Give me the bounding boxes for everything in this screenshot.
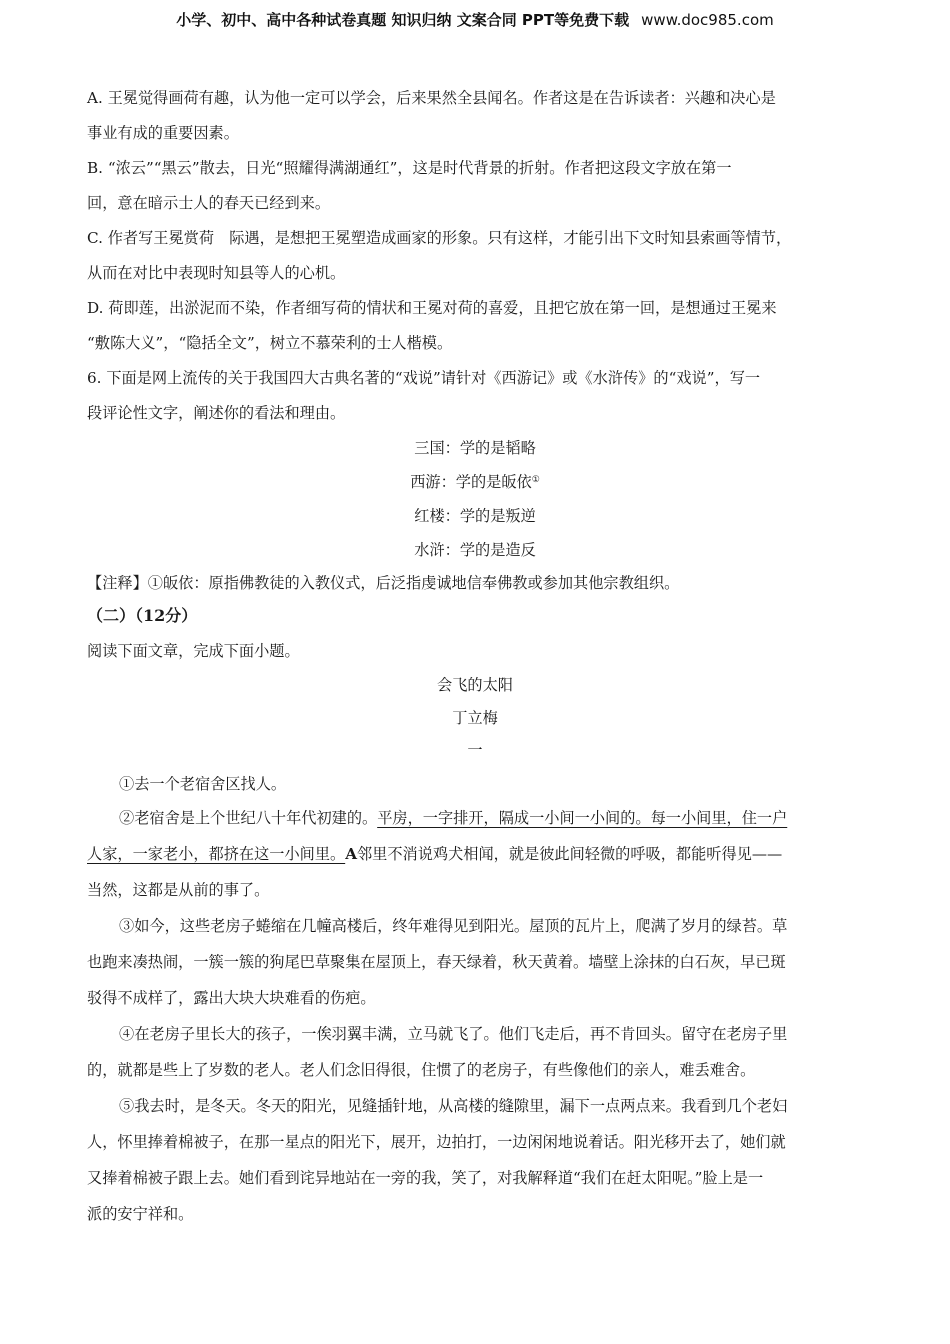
paragraph-1: ①去一个老宿舍区找人。 — [119, 775, 287, 793]
article-author: 丁立梅 — [452, 709, 498, 727]
question-6-line1: 6. 下面是网上流传的关于我国四大古典名著的“戏说”请针对《西游记》或《水浒传》的“戏说”，写一 — [87, 369, 761, 387]
option-b-line1: B. “浓云”“黑云”散去，日光“照耀得满湖通红”，这是时代背景的折射。作者把这段文字放在第一 — [87, 159, 732, 177]
option-d-line2: “敷陈大义”，“隐括全文”，树立不慕荣利的士人楷模。 — [87, 334, 453, 352]
verse-xiyou — [87, 472, 863, 492]
paragraph-3-line2: 也跑来凑热闹，一簇一簇的狗尾巴草聚集在屋顶上，春天绿着，秋天黄着。墙壁上涂抹的白石灰，早已斑 — [87, 953, 786, 971]
question-6-line2: 段评论性文字，阐述你的看法和理由。 — [87, 404, 346, 422]
annotation: 【注释】①皈依：原指佛教徒的入教仪式，后泛指虔诚地信奉佛教或参加其他宗教组织。 — [87, 574, 680, 592]
paragraph-2-line3: 当然，这都是从前的事了。 — [87, 881, 270, 899]
header-title: 小学、初中、高中各种试卷真题 知识归纳 文案合同 PPT等免费下载 — [176, 11, 630, 29]
paragraph-2-line2 — [87, 844, 782, 864]
header-site-url[interactable]: www.doc985.com — [641, 11, 774, 29]
paragraph-2-continuation: 邻里不消说鸡犬相闻，就是彼此间轻微的呼吸，都能听得见—— — [356, 845, 783, 863]
marker-a: A — [345, 845, 357, 863]
article-part-marker: 一 — [467, 741, 483, 759]
option-c-line2: 从而在对比中表现时知县等人的心机。 — [87, 264, 346, 282]
paragraph-3-line1: ③如今，这些老房子蜷缩在几幢高楼后，终年难得见到阳光。屋顶的瓦片上，爬满了岁月的绿苔。草 — [119, 917, 788, 935]
underlined-sentence-part1: 平房，一字排开，隔成一小间一小间的。每一小间里，住一户 — [377, 809, 788, 827]
section-heading: （二）（12分） — [87, 606, 198, 625]
verse-xiyou-text: 西游：学的是皈依 — [410, 473, 532, 491]
verse-sanguo: 三国：学的是韬略 — [414, 439, 536, 457]
underlined-sentence-part2: 人家，一家老小，都挤在这一小间里。 — [87, 845, 346, 863]
article-title: 会飞的太阳 — [437, 676, 513, 694]
option-c-line1: C. 作者写王冕赏荷 际遇，是想把王冕塑造成画家的形象。只有这样，才能引出下文时知县索画等情节， — [87, 229, 792, 247]
option-a-line1: A. 王冕觉得画荷有趣，认为他一定可以学会，后来果然全县闻名。作者这是在告诉读者：兴趣和决心是 — [87, 89, 776, 107]
paragraph-4-line2: 的，就都是些上了岁数的老人。老人们念旧得很，住惯了的老房子，有些像他们的亲人，难丢难舍。 — [87, 1061, 756, 1079]
paragraph-5-line1: ⑤我去时，是冬天。冬天的阳光，见缝插针地，从高楼的缝隙里，漏下一点两点来。我看到几个老妇 — [119, 1097, 788, 1115]
paragraph-5-line3: 又捧着棉被子跟上去。她们看到诧异地站在一旁的我，笑了，对我解释道“我们在赶太阳呢。”脸上是一 — [87, 1169, 764, 1187]
option-b-line2: 回，意在暗示士人的春天已经到来。 — [87, 194, 330, 212]
paragraph-3-line3: 驳得不成样了，露出大块大块难看的伤疤。 — [87, 989, 376, 1007]
paragraph-4-line1: ④在老房子里长大的孩子，一俟羽翼丰满，立马就飞了。他们飞走后，再不肯回头。留守在老房子里 — [119, 1025, 788, 1043]
verse-shuihu: 水浒：学的是造反 — [414, 541, 536, 559]
option-a-line2: 事业有成的重要因素。 — [87, 124, 239, 142]
paragraph-5-line2: 人，怀里捧着棉被子，在那一星点的阳光下，展开，边拍打，一边闲闲地说着话。阳光移开去了，她们就 — [87, 1133, 786, 1151]
option-d-line1: D. 荷即莲，出淤泥而不染，作者细写荷的情状和王冕对荷的喜爱，且把它放在第一回，是想通过王冕来 — [87, 299, 777, 317]
section-instruction: 阅读下面文章，完成下面小题。 — [87, 642, 300, 660]
paragraph-5-line4: 派的安宁祥和。 — [87, 1205, 194, 1223]
paragraph-2-line1 — [119, 808, 787, 828]
site-header — [0, 9, 950, 30]
verse-note-mark: ① — [531, 475, 540, 485]
paragraph-2-intro: ②老宿舍是上个世纪八十年代初建的。 — [119, 809, 378, 827]
verse-honglou: 红楼：学的是叛逆 — [414, 507, 536, 525]
